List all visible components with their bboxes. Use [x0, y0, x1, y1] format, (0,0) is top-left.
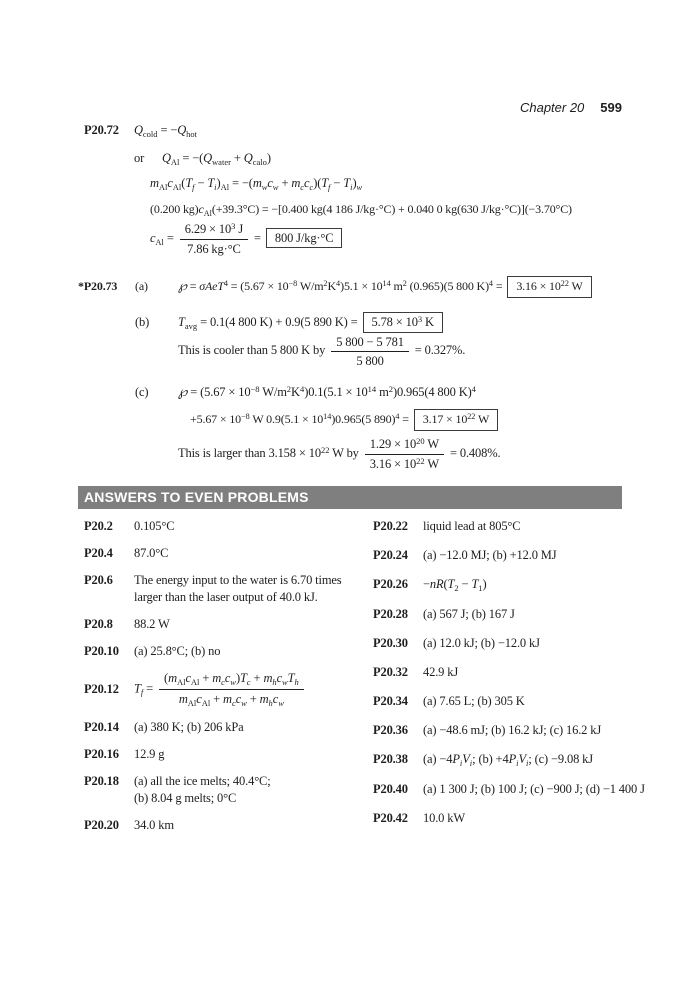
answer-value: 88.2 W — [134, 617, 170, 631]
answer-value: 10.0 kW — [423, 811, 465, 825]
answer-row — [373, 664, 653, 681]
equation: ℘ = $\sigma AeT^4 = (5.67 \times 10^{-8}$ $W/m^2K^4)5.1 \times 10^{14}$ $m^2$ (0.965)(5 800 $K)^4 = 3.16 \times 10^{22}$ W — [178, 279, 592, 293]
fraction: $\frac{(m_{Al}c_{Al} + m_cc_w)T_c + m_hc_wT_h}{m_{Al}c_{Al} + m_cc_w + m_hc_w}$ — [159, 670, 304, 709]
answer-value: 34.0 km — [134, 818, 174, 832]
answer-value: liquid lead at 805°C — [423, 519, 521, 533]
equation: $c_{Al}$ = $\frac{6.29 \times 10^3 J}{7.86 kg\cdot^\circ C}$ = 800 J/kg·°C — [150, 231, 342, 245]
explanation-text: This is cooler than 5 800 K by $\frac{5 800 - 5 781}{5 800}$ = 0.327%. — [178, 335, 466, 368]
answer-row — [84, 719, 372, 736]
fraction: $\frac{5 800 - 5 781}{5 800}$ — [331, 334, 409, 369]
answer-problem-label: P20.30 — [373, 636, 408, 650]
answer-problem-label: P20.12 — [84, 682, 119, 696]
answer-row — [373, 810, 653, 827]
solution-p2073-part-c-note — [178, 436, 500, 473]
answer-problem-label: P20.6 — [84, 573, 113, 587]
answer-problem-label: P20.38 — [373, 752, 408, 766]
answer-problem-label: P20.14 — [84, 720, 119, 734]
part-tag: (c) — [135, 385, 149, 399]
boxed-answer: $5.78 \times 10^3$ K — [363, 312, 443, 333]
equation: ℘ = ($5.67 \times 10^{-8}$ $W/m^2K^4)0.1(5.1 \times 10^{14}$ $m^2)0.965(4$ 800 K)$^4$ — [178, 383, 476, 399]
problem-label: P20.72 — [84, 123, 119, 137]
answer-value: (a) 380 K; (b) 206 kPa — [134, 720, 244, 734]
answer-problem-label: P20.22 — [373, 519, 408, 533]
boxed-answer: $3.17 \times 10^{22}$ W — [414, 409, 498, 431]
answer-problem-label: P20.16 — [84, 747, 119, 761]
solution-p2073-part-b — [135, 312, 443, 333]
answer-value: 12.9 g — [134, 747, 165, 761]
answer-value: (a) −48.6 mJ; (b) 16.2 kJ; (c) 16.2 kJ — [423, 723, 602, 737]
answer-row — [84, 817, 372, 834]
solution-p2073-part-c-line1 — [135, 384, 476, 401]
equation: $Q_{Al} = -(Q_{water} + Q_{calo})$ — [162, 151, 271, 167]
answer-row — [373, 781, 653, 798]
boxed-answer: $3.16 \times 10^{22}$ W — [507, 276, 591, 298]
problem-label: *P20.73 — [78, 279, 118, 293]
answer-problem-label: P20.2 — [84, 519, 113, 533]
answer-row — [84, 773, 372, 807]
solution-p2072-line2 — [134, 150, 271, 167]
solution-p2073-part-c-line2 — [190, 409, 498, 431]
equation: (0.200 $kg)c_{Al}(+39.3^\circ C) = -[0.400$ kg(4 186 J/kg·°C) + 0.040 0 kg(630 J/kg·°C)](−3.70°C) — [150, 202, 572, 218]
answer-row — [84, 670, 372, 709]
chapter-title: Chapter 20 — [519, 100, 585, 115]
answer-row — [84, 643, 372, 660]
answers-column-left — [84, 518, 372, 844]
answer-value: (a) all the ice melts; 40.4°C; (b) 8.04 g melts; 0°C — [134, 774, 271, 805]
answer-value: $T_f$ = $\frac{(m_{Al}c_{Al} + m_cc_w)T_c + m_hc_wT_h}{m_{Al}c_{Al} + m_cc_w + m_hc_w}$ — [134, 670, 372, 709]
answer-row — [373, 576, 653, 594]
equation: $Q_{cold} = -Q_{hot}$ — [134, 123, 198, 139]
answer-row — [373, 751, 653, 769]
answer-value: The energy input to the water is 6.70 times larger than the laser output of 40.0 kJ. — [134, 573, 342, 604]
answer-problem-label: P20.34 — [373, 694, 408, 708]
page-number: 599 — [600, 100, 622, 115]
answer-value: (a) 25.8°C; (b) no — [134, 644, 221, 658]
answer-value: (a) 12.0 kJ; (b) −12.0 kJ — [423, 636, 540, 650]
solution-p2073-part-a — [78, 276, 592, 298]
answer-value: 0.105°C — [134, 519, 175, 533]
solution-p2072-line4 — [150, 201, 572, 219]
answer-value: (a) 1 300 J; (b) 100 J; (c) −900 J; (d) −1 400 J — [423, 782, 645, 796]
or-word: or — [134, 151, 145, 165]
answer-problem-label: P20.20 — [84, 818, 119, 832]
answers-column-right — [373, 518, 653, 839]
answer-value: 42.9 kJ — [423, 665, 459, 679]
answer-row — [373, 606, 653, 623]
solution-p2072-line5 — [150, 221, 342, 257]
answer-row — [84, 518, 372, 535]
answer-value: (a) 7.65 L; (b) 305 K — [423, 694, 525, 708]
explanation-text: This is larger than $3.158 \times 10^{22}$ W by $\frac{1.29 \times 10^{20} W}{3.16 \times 10^{22} W}$ = 0.408%. — [178, 435, 501, 471]
equation: $+5.67 \times 10^{-8}$ W $0.9(5.1 \times 10^{14})0.965(5$ $890)^4 = 3.17 \times 10^{22}$ W — [190, 412, 498, 426]
answer-problem-label: P20.24 — [373, 548, 408, 562]
answer-problem-label: P20.18 — [84, 774, 119, 788]
equation: $T_{avg} = 0.1(4$ 800 K) + 0.9(5 890 $K) = 5.78 \times 10^3$ K — [178, 315, 443, 329]
equation: $m_{Al}c_{Al}(T_f - T_i)_{Al} = -(m_wc_w + m_cc_c)(T_f - T_i)_w$ — [150, 176, 363, 192]
fraction: $\frac{1.29 \times 10^{20} W}{3.16 \times 10^{22} W}$ — [365, 436, 444, 473]
answer-value: 87.0°C — [134, 546, 169, 560]
answer-row — [373, 693, 653, 710]
answer-problem-label: P20.8 — [84, 617, 113, 631]
boxed-answer: 800 J/kg·°C — [266, 228, 343, 248]
answer-row — [373, 518, 653, 535]
answer-problem-label: P20.42 — [373, 811, 408, 825]
part-tag: (b) — [135, 315, 150, 329]
answer-row — [373, 722, 653, 739]
answer-value: (a) 567 J; (b) 167 J — [423, 607, 515, 621]
answer-problem-label: P20.4 — [84, 546, 113, 560]
page-header — [520, 100, 622, 115]
answer-problem-label: P20.26 — [373, 577, 408, 591]
solution-p2072-line1 — [84, 122, 197, 139]
solution-p2072-line3 — [150, 175, 362, 192]
answer-problem-label: P20.36 — [373, 723, 408, 737]
solution-p2073-part-b-note — [178, 334, 465, 369]
answer-row — [84, 746, 372, 763]
answer-row — [84, 616, 372, 633]
answer-value: $(a) -4P_iV_i$; $(b) +4P_iV_i$; (c) −9.08 kJ — [423, 752, 593, 768]
answer-problem-label: P20.40 — [373, 782, 408, 796]
answer-row — [84, 572, 372, 606]
answer-problem-label: P20.32 — [373, 665, 408, 679]
part-tag: (a) — [135, 279, 148, 293]
answer-value: $-nR(T_2 - T_1)$ — [423, 577, 487, 593]
answer-problem-label: P20.10 — [84, 644, 119, 658]
answer-problem-label: P20.28 — [373, 607, 408, 621]
answer-row — [373, 635, 653, 652]
answers-section-banner: ANSWERS TO EVEN PROBLEMS — [78, 486, 622, 509]
answer-row — [373, 547, 653, 564]
answer-row — [84, 545, 372, 562]
answer-value: (a) −12.0 MJ; (b) +12.0 MJ — [423, 548, 557, 562]
fraction: $\frac{6.29 \times 10^3 J}{7.86 kg\cdot^\circ C}$ — [180, 221, 248, 257]
